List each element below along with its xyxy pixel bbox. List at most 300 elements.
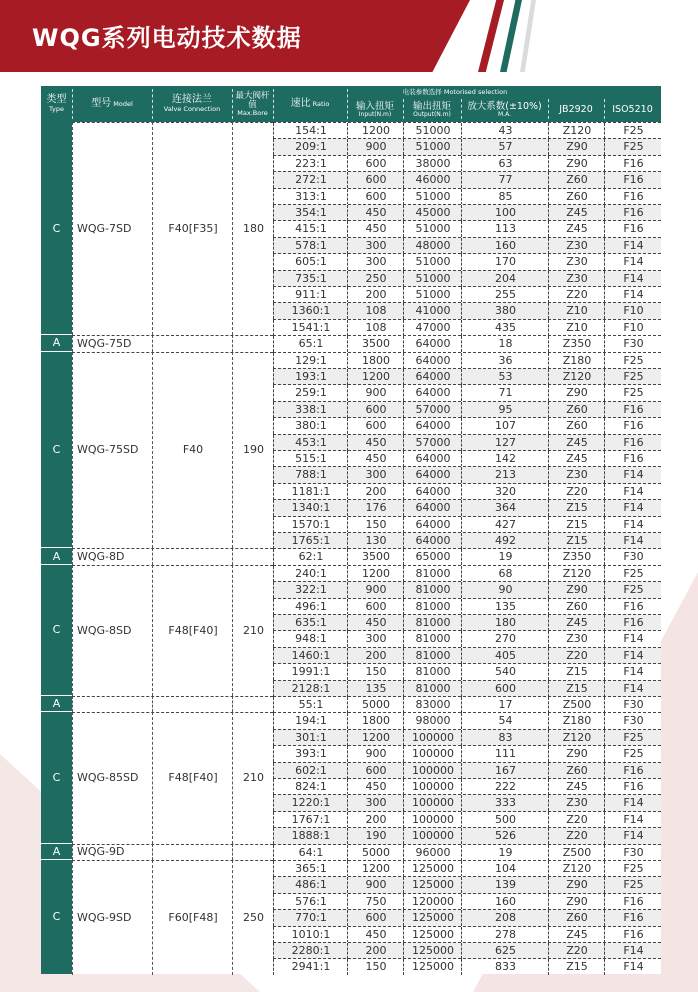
- ratio-cell: 65:1: [273, 336, 348, 352]
- table-row: [273, 368, 661, 385]
- ma-cell: 333: [461, 795, 549, 811]
- output-cell: 125000: [403, 927, 462, 943]
- input-cell: 450: [347, 927, 404, 943]
- input-cell: 3500: [347, 549, 404, 565]
- jb-cell: Z30: [548, 271, 605, 287]
- type-cell: A: [41, 548, 72, 563]
- jb-cell: Z60: [548, 910, 605, 926]
- jb-cell: Z120: [548, 566, 605, 582]
- header-bore-en: Max.Bore: [237, 108, 268, 117]
- table-row: [273, 893, 661, 910]
- group-divider: [72, 548, 273, 549]
- ma-cell: 111: [461, 746, 549, 762]
- jb-cell: Z45: [548, 615, 605, 631]
- header-bore: [232, 86, 273, 122]
- jb-cell: Z180: [548, 353, 605, 369]
- title-banner: [0, 0, 698, 72]
- jb-cell: Z120: [548, 861, 605, 877]
- group-divider: [72, 712, 273, 713]
- input-cell: 1200: [347, 566, 404, 582]
- ma-cell: 492: [461, 533, 549, 549]
- jb-cell: Z90: [548, 156, 605, 172]
- input-cell: 600: [347, 189, 404, 205]
- jb-cell: Z60: [548, 172, 605, 188]
- input-cell: 600: [347, 418, 404, 434]
- table-row: [273, 384, 661, 401]
- ma-cell: 208: [461, 910, 549, 926]
- iso-cell: F25: [604, 385, 662, 401]
- group-divider: [72, 696, 273, 697]
- ma-cell: 142: [461, 451, 549, 467]
- iso-cell: F14: [604, 467, 662, 483]
- output-cell: 64000: [403, 533, 462, 549]
- header-type-en: Type: [49, 104, 64, 113]
- ratio-cell: 1541:1: [273, 320, 348, 336]
- jb-cell: Z90: [548, 894, 605, 910]
- ma-cell: 113: [461, 221, 549, 237]
- header-jb-label: JB2920: [559, 104, 593, 116]
- input-cell: 130: [347, 533, 404, 549]
- input-cell: 200: [347, 648, 404, 664]
- table-row: [273, 630, 661, 647]
- output-cell: 81000: [403, 599, 462, 615]
- table-row: [273, 466, 661, 483]
- model-cell: WQG-8SD: [72, 565, 152, 696]
- jb-cell: Z15: [548, 681, 605, 697]
- output-cell: 81000: [403, 582, 462, 598]
- ma-cell: 54: [461, 713, 549, 729]
- iso-cell: F10: [604, 320, 662, 336]
- table-row: [273, 909, 661, 926]
- flange-cell: F40[F35]: [152, 122, 233, 335]
- input-cell: 1200: [347, 861, 404, 877]
- iso-cell: F14: [604, 533, 662, 549]
- model-group: [41, 860, 661, 975]
- ma-cell: 18: [461, 336, 549, 352]
- input-cell: 900: [347, 139, 404, 155]
- jb-cell: Z20: [548, 287, 605, 303]
- input-cell: 300: [347, 795, 404, 811]
- iso-cell: F25: [604, 353, 662, 369]
- iso-cell: F14: [604, 828, 662, 844]
- output-cell: 57000: [403, 402, 462, 418]
- ratio-cell: 824:1: [273, 779, 348, 795]
- input-cell: 200: [347, 943, 404, 959]
- ratio-cell: 1991:1: [273, 664, 348, 680]
- table-row: [273, 844, 661, 861]
- jb-cell: Z90: [548, 139, 605, 155]
- table-row: [273, 253, 661, 270]
- page-title: WQG系列电动技术数据: [32, 24, 302, 52]
- output-cell: 64000: [403, 385, 462, 401]
- ma-cell: 68: [461, 566, 549, 582]
- output-cell: 38000: [403, 156, 462, 172]
- ratio-cell: 635:1: [273, 615, 348, 631]
- ratio-cell: 496:1: [273, 599, 348, 615]
- ma-cell: 213: [461, 467, 549, 483]
- ma-cell: 107: [461, 418, 549, 434]
- flange-cell: [152, 844, 233, 860]
- table-row: [273, 745, 661, 762]
- table-row: [273, 729, 661, 746]
- output-cell: 100000: [403, 730, 462, 746]
- ma-cell: 435: [461, 320, 549, 336]
- bore-cell: 250: [232, 860, 274, 975]
- ratio-cell: 1181:1: [273, 484, 348, 500]
- type-cell: A: [41, 335, 72, 350]
- ratio-cell: 301:1: [273, 730, 348, 746]
- header-output: [403, 98, 461, 122]
- output-cell: 57000: [403, 435, 462, 451]
- table-row: [273, 926, 661, 943]
- jb-cell: Z90: [548, 877, 605, 893]
- iso-cell: F16: [604, 910, 662, 926]
- model-group: [41, 122, 661, 335]
- input-cell: 1200: [347, 123, 404, 139]
- iso-cell: F25: [604, 582, 662, 598]
- header-input-en: Input(N.m): [358, 110, 392, 118]
- ma-cell: 63: [461, 156, 549, 172]
- table-row: [273, 352, 661, 369]
- model-cell: WQG-7SD: [72, 122, 152, 335]
- ratio-cell: 735:1: [273, 271, 348, 287]
- ma-cell: 427: [461, 517, 549, 533]
- output-cell: 125000: [403, 861, 462, 877]
- header-output-cn: 输出扭矩: [412, 100, 451, 112]
- model-cell: WQG-9D: [72, 844, 152, 860]
- ratio-cell: 770:1: [273, 910, 348, 926]
- iso-cell: F14: [604, 812, 662, 828]
- iso-cell: F16: [604, 927, 662, 943]
- output-cell: 120000: [403, 894, 462, 910]
- iso-cell: F25: [604, 369, 662, 385]
- input-cell: 750: [347, 894, 404, 910]
- header-ma-cn: 放大系数(±10%): [467, 100, 542, 112]
- output-cell: 64000: [403, 336, 462, 352]
- jb-cell: Z20: [548, 828, 605, 844]
- ma-cell: 278: [461, 927, 549, 943]
- ratio-cell: 1460:1: [273, 648, 348, 664]
- jb-cell: Z45: [548, 435, 605, 451]
- input-cell: 600: [347, 910, 404, 926]
- jb-cell: Z90: [548, 746, 605, 762]
- jb-cell: Z60: [548, 763, 605, 779]
- table-row: [273, 204, 661, 221]
- output-cell: 125000: [403, 877, 462, 893]
- ma-cell: 139: [461, 877, 549, 893]
- input-cell: 200: [347, 484, 404, 500]
- ratio-cell: 193:1: [273, 369, 348, 385]
- iso-cell: F30: [604, 336, 662, 352]
- iso-cell: F16: [604, 189, 662, 205]
- bore-cell: 210: [232, 712, 274, 843]
- table-row: [273, 401, 661, 418]
- input-cell: 1800: [347, 713, 404, 729]
- model-cell: WQG-85SD: [72, 712, 152, 843]
- group-divider: [72, 565, 273, 566]
- header-iso: [604, 98, 661, 122]
- header-motorised: 电装参数选择 Motorised selection: [402, 88, 508, 96]
- input-cell: 450: [347, 435, 404, 451]
- iso-cell: F16: [604, 894, 662, 910]
- header-output-en: Output(N.m): [413, 110, 451, 118]
- output-cell: 51000: [403, 254, 462, 270]
- input-cell: 176: [347, 500, 404, 516]
- group-divider: [72, 335, 273, 336]
- flange-cell: F48[F40]: [152, 712, 233, 843]
- jb-cell: Z60: [548, 189, 605, 205]
- input-cell: 108: [347, 320, 404, 336]
- input-cell: 1800: [347, 353, 404, 369]
- ratio-cell: 365:1: [273, 861, 348, 877]
- output-cell: 98000: [403, 713, 462, 729]
- output-cell: 96000: [403, 845, 462, 861]
- output-cell: 46000: [403, 172, 462, 188]
- ma-cell: 625: [461, 943, 549, 959]
- iso-cell: F25: [604, 566, 662, 582]
- output-cell: 65000: [403, 549, 462, 565]
- ratio-cell: 1220:1: [273, 795, 348, 811]
- table-row: [273, 647, 661, 664]
- header-ma-en: M.A.: [498, 110, 511, 118]
- flange-cell: [152, 335, 233, 351]
- output-cell: 125000: [403, 910, 462, 926]
- ratio-cell: 194:1: [273, 713, 348, 729]
- output-cell: 64000: [403, 484, 462, 500]
- table-row: [273, 876, 661, 893]
- bore-cell: 210: [232, 565, 274, 696]
- ma-cell: 90: [461, 582, 549, 598]
- iso-cell: F16: [604, 435, 662, 451]
- bore-cell: [232, 844, 274, 860]
- ma-cell: 204: [461, 271, 549, 287]
- iso-cell: F25: [604, 730, 662, 746]
- jb-cell: Z60: [548, 599, 605, 615]
- header-type: [41, 86, 72, 122]
- header-model-cn: 型号: [91, 97, 112, 109]
- table-row: [273, 942, 661, 959]
- table-row: [273, 565, 661, 582]
- flange-cell: [152, 548, 233, 564]
- ratio-cell: 602:1: [273, 763, 348, 779]
- iso-cell: F30: [604, 845, 662, 861]
- jb-cell: Z15: [548, 533, 605, 549]
- group-divider: [72, 844, 273, 845]
- iso-cell: F30: [604, 713, 662, 729]
- header-model: [72, 86, 152, 122]
- ratio-cell: 1888:1: [273, 828, 348, 844]
- ratio-cell: 948:1: [273, 631, 348, 647]
- table-row: [273, 434, 661, 451]
- output-cell: 41000: [403, 303, 462, 319]
- ma-cell: 540: [461, 664, 549, 680]
- ratio-cell: 354:1: [273, 205, 348, 221]
- input-cell: 108: [347, 303, 404, 319]
- header-ratio-en: Ratio: [312, 99, 330, 108]
- input-cell: 1200: [347, 730, 404, 746]
- banner-stripe: [520, 0, 536, 72]
- output-cell: 64000: [403, 500, 462, 516]
- iso-cell: F25: [604, 123, 662, 139]
- input-cell: 300: [347, 254, 404, 270]
- model-group: [41, 844, 661, 860]
- ma-cell: 167: [461, 763, 549, 779]
- iso-cell: F14: [604, 664, 662, 680]
- jb-cell: Z30: [548, 238, 605, 254]
- ratio-cell: 272:1: [273, 172, 348, 188]
- output-cell: 83000: [403, 697, 462, 713]
- output-cell: 51000: [403, 123, 462, 139]
- output-cell: 81000: [403, 681, 462, 697]
- ratio-cell: 2941:1: [273, 959, 348, 975]
- iso-cell: F16: [604, 615, 662, 631]
- iso-cell: F14: [604, 631, 662, 647]
- table-row: [273, 532, 661, 549]
- ratio-cell: 576:1: [273, 894, 348, 910]
- table-row: [273, 270, 661, 287]
- jb-cell: Z30: [548, 795, 605, 811]
- output-cell: 51000: [403, 189, 462, 205]
- ma-cell: 833: [461, 959, 549, 975]
- iso-cell: F25: [604, 139, 662, 155]
- ma-cell: 500: [461, 812, 549, 828]
- ratio-cell: 453:1: [273, 435, 348, 451]
- ratio-cell: 788:1: [273, 467, 348, 483]
- bore-cell: [232, 696, 274, 712]
- table-header: [41, 86, 661, 122]
- ratio-cell: 1570:1: [273, 517, 348, 533]
- iso-cell: F14: [604, 500, 662, 516]
- input-cell: 600: [347, 599, 404, 615]
- iso-cell: F16: [604, 418, 662, 434]
- ma-cell: 255: [461, 287, 549, 303]
- ratio-cell: 1010:1: [273, 927, 348, 943]
- jb-cell: Z20: [548, 484, 605, 500]
- output-cell: 51000: [403, 287, 462, 303]
- ratio-cell: 129:1: [273, 353, 348, 369]
- table-row: [273, 171, 661, 188]
- ma-cell: 77: [461, 172, 549, 188]
- jb-cell: Z350: [548, 336, 605, 352]
- jb-cell: Z500: [548, 697, 605, 713]
- output-cell: 51000: [403, 271, 462, 287]
- type-cell: C: [41, 352, 72, 548]
- input-cell: 600: [347, 763, 404, 779]
- iso-cell: F14: [604, 959, 662, 975]
- banner-stripe: [500, 0, 522, 72]
- header-valve-cn: 连接法兰: [172, 94, 212, 106]
- input-cell: 200: [347, 812, 404, 828]
- ma-cell: 19: [461, 549, 549, 565]
- output-cell: 81000: [403, 566, 462, 582]
- iso-cell: F10: [604, 303, 662, 319]
- ratio-cell: 322:1: [273, 582, 348, 598]
- header-iso-label: ISO5210: [612, 104, 653, 116]
- table-row: [273, 286, 661, 303]
- jb-cell: Z15: [548, 664, 605, 680]
- ratio-cell: 64:1: [273, 845, 348, 861]
- bore-cell: [232, 335, 274, 351]
- ma-cell: 320: [461, 484, 549, 500]
- model-group: [41, 548, 661, 564]
- table-row: [273, 516, 661, 533]
- header-valve-en: Valve Connection: [163, 104, 221, 113]
- table-row: [273, 860, 661, 877]
- table-row: [273, 663, 661, 680]
- model-group: [41, 335, 661, 351]
- model-cell: [72, 696, 152, 712]
- iso-cell: F30: [604, 697, 662, 713]
- header-ma: [461, 98, 548, 122]
- iso-cell: F25: [604, 746, 662, 762]
- jb-cell: Z120: [548, 369, 605, 385]
- ratio-cell: 259:1: [273, 385, 348, 401]
- iso-cell: F14: [604, 484, 662, 500]
- ma-cell: 180: [461, 615, 549, 631]
- output-cell: 81000: [403, 648, 462, 664]
- ratio-cell: 240:1: [273, 566, 348, 582]
- jb-cell: Z30: [548, 467, 605, 483]
- header-input-cn: 输入扭矩: [355, 100, 394, 112]
- ratio-cell: 515:1: [273, 451, 348, 467]
- input-cell: 900: [347, 746, 404, 762]
- jb-cell: Z15: [548, 959, 605, 975]
- input-cell: 300: [347, 238, 404, 254]
- table-row: [273, 958, 661, 975]
- table-row: [273, 319, 661, 336]
- output-cell: 64000: [403, 418, 462, 434]
- type-cell: A: [41, 696, 72, 711]
- table-row: [273, 794, 661, 811]
- input-cell: 250: [347, 271, 404, 287]
- output-cell: 51000: [403, 221, 462, 237]
- iso-cell: F16: [604, 599, 662, 615]
- input-cell: 200: [347, 287, 404, 303]
- header-bore-cn: 最大阀杆值: [235, 90, 270, 110]
- ma-cell: 53: [461, 369, 549, 385]
- ma-cell: 83: [461, 730, 549, 746]
- ratio-cell: 380:1: [273, 418, 348, 434]
- ma-cell: 127: [461, 435, 549, 451]
- ratio-cell: 578:1: [273, 238, 348, 254]
- table-row: [273, 302, 661, 319]
- iso-cell: F14: [604, 254, 662, 270]
- jb-cell: Z45: [548, 779, 605, 795]
- table-row: [273, 696, 661, 713]
- iso-cell: F16: [604, 451, 662, 467]
- jb-cell: Z180: [548, 713, 605, 729]
- output-cell: 81000: [403, 631, 462, 647]
- ratio-cell: 62:1: [273, 549, 348, 565]
- iso-cell: F14: [604, 287, 662, 303]
- input-cell: 450: [347, 451, 404, 467]
- ratio-cell: 55:1: [273, 697, 348, 713]
- ma-cell: 170: [461, 254, 549, 270]
- iso-cell: F14: [604, 238, 662, 254]
- header-model-en: Model: [113, 99, 133, 108]
- table-row: [273, 680, 661, 697]
- output-cell: 100000: [403, 746, 462, 762]
- model-group: [41, 565, 661, 696]
- jb-cell: Z45: [548, 221, 605, 237]
- ratio-cell: 2128:1: [273, 681, 348, 697]
- header-ratio: [273, 86, 347, 122]
- spec-table: [41, 86, 661, 974]
- flange-cell: F40: [152, 352, 233, 549]
- header-jb: [548, 98, 604, 122]
- jb-cell: Z90: [548, 385, 605, 401]
- output-cell: 81000: [403, 615, 462, 631]
